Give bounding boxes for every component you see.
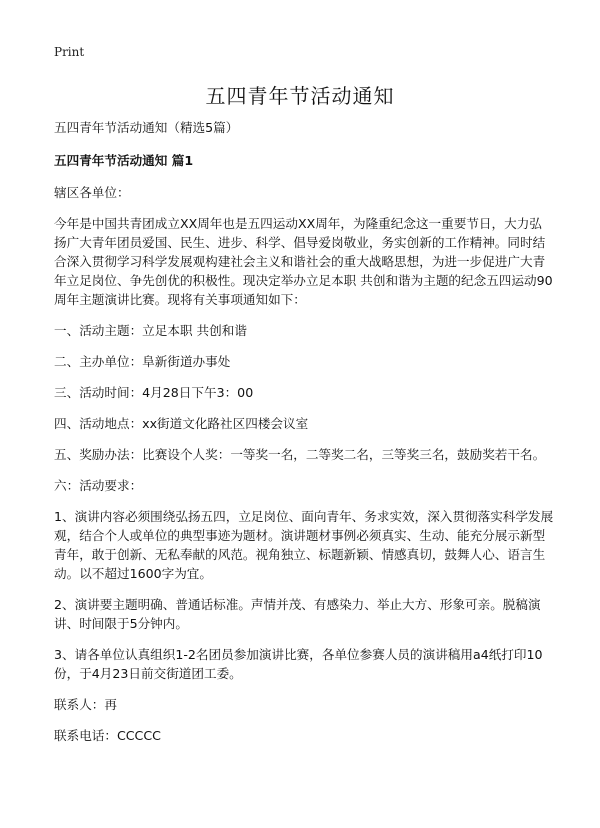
organizer: 二、主办单位：阜新街道办事处 xyxy=(54,354,231,369)
requirement-3: 3、请各单位认真组织1-2名团员参加演讲比赛，各单位参赛人员的演讲稿用a4纸打印10份，于4月23日前交街道团工委。 xyxy=(54,647,543,681)
requirements-heading: 六：活动要求： xyxy=(54,478,143,493)
activity-time: 三、活动时间：4月28日下午3：00 xyxy=(54,385,254,400)
contact-phone: 联系电话：CCCCC xyxy=(54,728,161,743)
contact-person: 联系人：再 xyxy=(54,697,117,712)
activity-location: 四、活动地点：xx街道文化路社区四楼会议室 xyxy=(54,416,309,431)
article-title: 五四青年节活动通知 篇1 xyxy=(54,153,194,168)
requirement-2: 2、演讲要主题明确、普通话标准。声情并茂、有感染力、举止大方、形象可亲。脱稿演讲、时间限于5分钟内。 xyxy=(54,597,541,631)
activity-theme: 一、活动主题：立足本职 共创和谐 xyxy=(54,323,247,338)
page-title: 五四青年节活动通知 xyxy=(205,84,395,108)
salutation: 辖区各单位： xyxy=(54,185,130,200)
requirement-1: 1、演讲内容必须围绕弘扬五四，立足岗位、面向青年、务求实效，深入贯彻落实科学发展观，结合个人或单位的典型事迹为题材。演讲题材事例必须真实、生动、能充分展示新型青年，敢于创新、无私奉献的风范。视角独立、标题新颖、情感真切，鼓舞人心、语言生动。以不超过1600字为宜。 xyxy=(54,509,554,581)
award-method: 五、奖励办法：比赛设个人奖：一等奖一名，二等奖二名，三等奖三名，鼓励奖若干名。 xyxy=(54,447,546,462)
intro-paragraph: 今年是中国共青团成立XX周年也是五四运动XX周年，为隆重纪念这一重要节日，大力弘扬广大青年团员爱国、民生、进步、科学、倡导爱岗敬业，务实创新的工作精神。同时结合深入贯彻学习科学发展观构建社会主义和谐社会的重大战略思想，为进一步促进广大青年立足岗位、争先创优的积极性。现决定举办立足本职 共创和谐为主题的纪念五四运动90周年主题演讲比赛。现将有关事项通知如下： xyxy=(54,216,553,307)
article-body xyxy=(54,118,554,757)
document-subtitle: 五四青年节活动通知（精选5篇） xyxy=(54,120,239,135)
print-link[interactable]: Print xyxy=(54,45,85,59)
